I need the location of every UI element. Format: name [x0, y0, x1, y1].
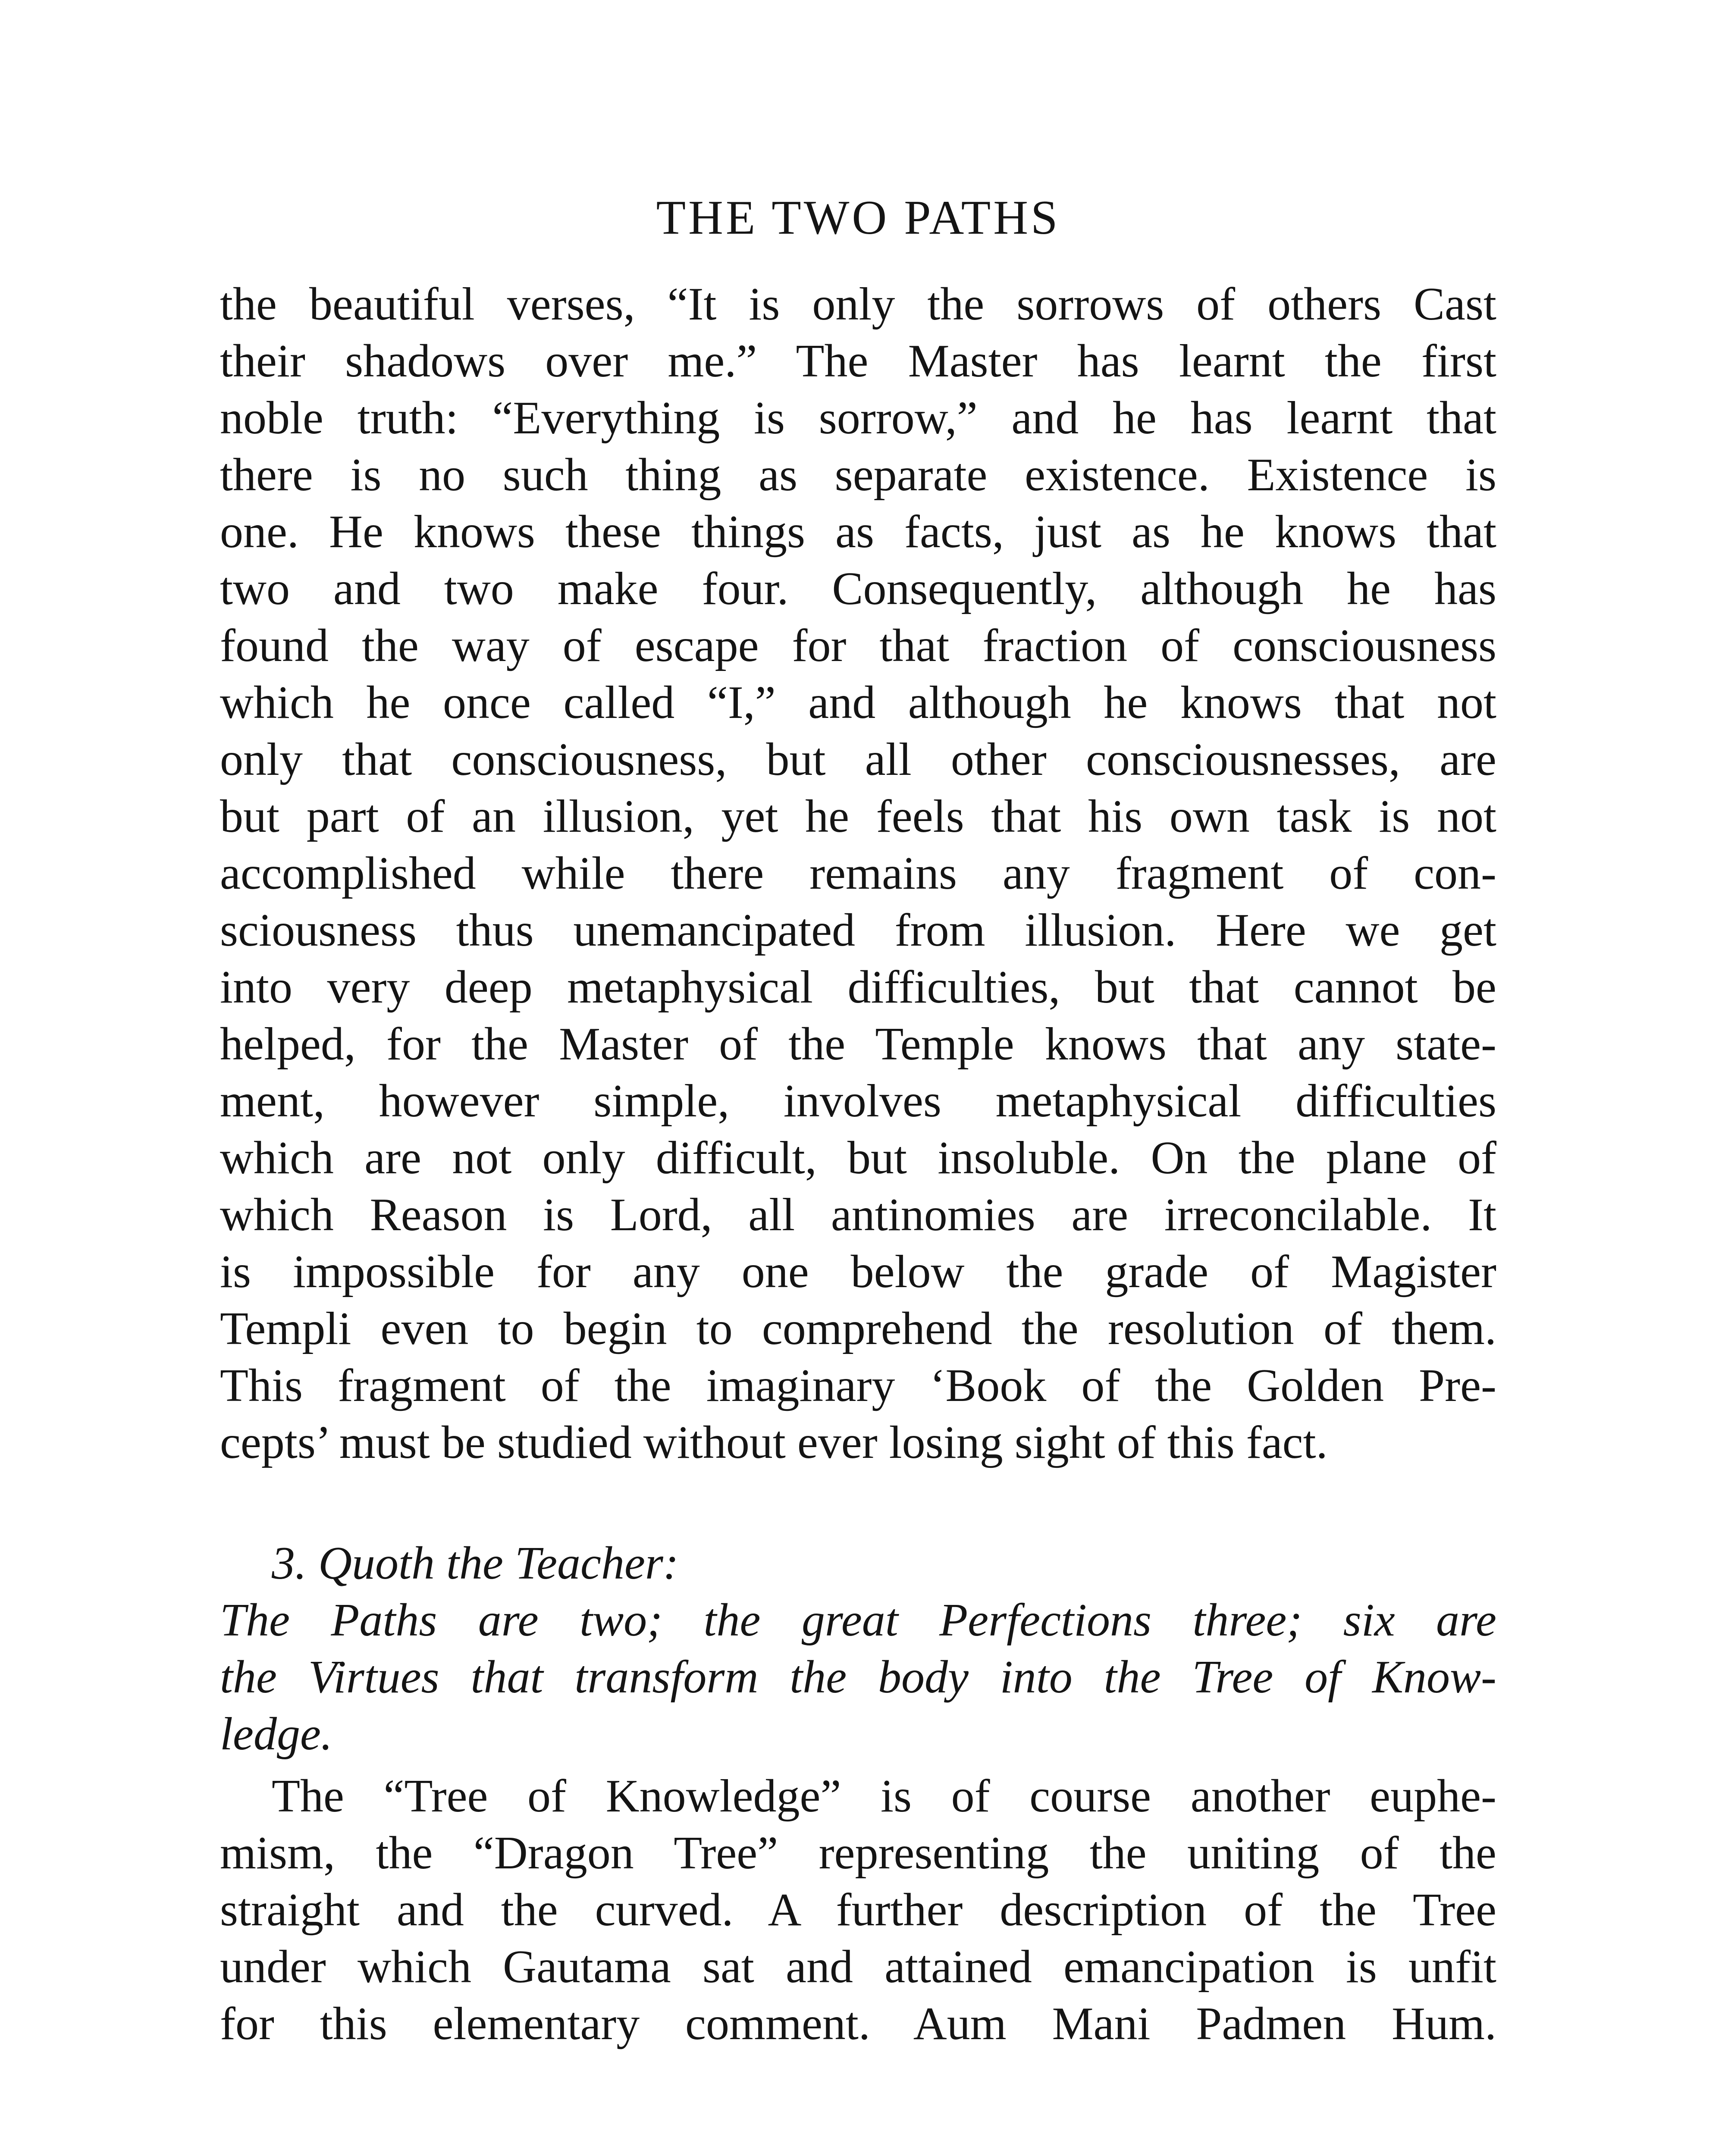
text-line: mism, the “Dragon Tree” representing the uniting of the — [220, 1827, 1496, 1879]
verse-line: ledge. — [220, 1708, 332, 1760]
text-line: accomplished while there remains any fragment of con- — [220, 848, 1496, 899]
text-line: ment, however simple, involves metaphysical difficulties — [220, 1075, 1496, 1127]
text-line: noble truth: “Everything is sorrow,” and he has learnt that — [220, 392, 1496, 444]
tree-paragraph — [220, 1768, 1496, 2053]
main-paragraph — [220, 276, 1496, 1471]
text-line: This fragment of the imaginary ‘Book of the Golden Pre- — [220, 1360, 1496, 1411]
verse-line: The Paths are two; the great Perfections three; six are — [220, 1595, 1496, 1646]
text-line: cepts’ must be studied without ever losing sight of this fact. — [220, 1417, 1328, 1468]
text-line: only that consciousness, but all other consciousnesses, are — [220, 734, 1496, 785]
section-3 — [220, 1535, 1496, 1763]
verse-line: the Virtues that transform the body into the Tree of Know- — [220, 1651, 1496, 1703]
text-line: Templi even to begin to comprehend the resolution of them. — [220, 1303, 1496, 1354]
text-line: their shadows over me.” The Master has learnt the first — [220, 335, 1496, 387]
text-line: the beautiful verses, “It is only the sorrows of others Cast — [220, 279, 1496, 330]
text-line: helped, for the Master of the Temple knows that any state- — [220, 1018, 1496, 1070]
text-line: The “Tree of Knowledge” is of course another euphe- — [272, 1771, 1496, 1822]
text-line: but part of an illusion, yet he feels that his own task is not — [220, 791, 1496, 842]
text-line: one. He knows these things as facts, just as he knows that — [220, 506, 1496, 558]
section-heading: 3. Quoth the Teacher: — [272, 1538, 679, 1589]
text-line: two and two make four. Consequently, although he has — [220, 563, 1496, 614]
text-line: which Reason is Lord, all antinomies are irreconcilable. It — [220, 1189, 1496, 1241]
text-line: into very deep metaphysical difficulties, but that cannot be — [220, 962, 1496, 1013]
text-line: under which Gautama sat and attained emancipation is unfit — [220, 1941, 1496, 1993]
running-head: THE TWO PATHS — [656, 191, 1060, 244]
text-line: there is no such thing as separate existence. Existence is — [220, 449, 1496, 501]
text-line: which are not only difficult, but insoluble. On the plane of — [220, 1132, 1496, 1184]
text-line: found the way of escape for that fraction of consciousness — [220, 620, 1496, 671]
text-line: for this elementary comment. Aum Mani Padmen Hum. — [220, 1998, 1496, 2049]
text-line: which he once called “I,” and although he knows that not — [220, 677, 1496, 728]
text-line: sciousness thus unemancipated from illusion. Here we get — [220, 905, 1496, 956]
text-line: straight and the curved. A further description of the Tree — [220, 1884, 1496, 1936]
text-line: is impossible for any one below the grade of Magister — [220, 1246, 1496, 1297]
